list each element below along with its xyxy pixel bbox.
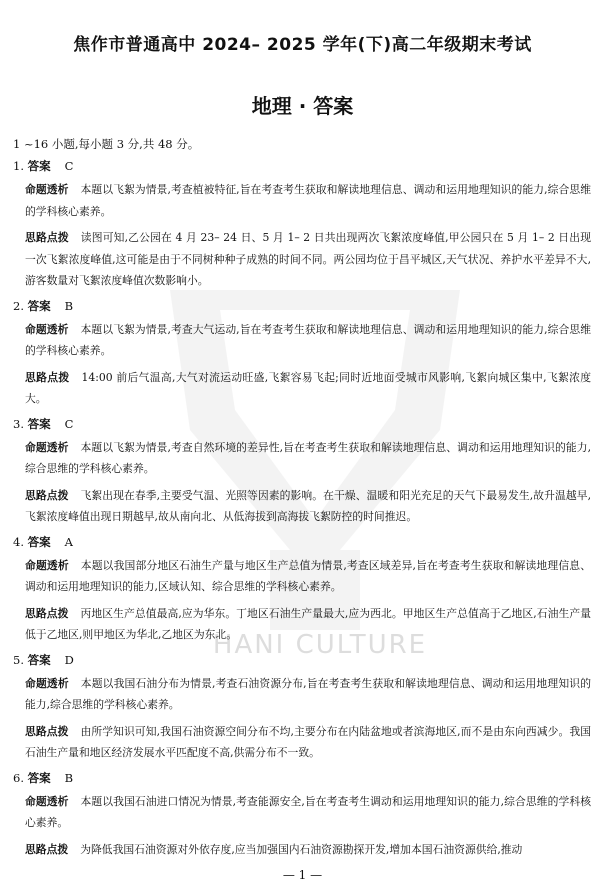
answer-line	[13, 769, 591, 787]
answer-value: B	[64, 770, 74, 785]
hint-paragraph	[13, 603, 591, 646]
intent-paragraph	[13, 673, 591, 716]
hint-paragraph	[13, 721, 591, 764]
page-number: — 1 —	[282, 868, 323, 882]
question-number: 2.	[13, 298, 24, 313]
answer-line	[13, 157, 591, 175]
intent-paragraph	[13, 319, 591, 362]
intent-text: 本题以飞絮为情景,考查自然环境的差异性,旨在考查考生获取和解读地理信息、调动和运用地理知识的能力,综合思维的学科核心素养。	[25, 440, 591, 475]
intent-paragraph	[13, 437, 591, 480]
hint-text: 14:00 前后气温高,大气对流运动旺盛,飞絮容易飞起;同时近地面受城市风影响,飞絮向城区集中,飞絮浓度大。	[25, 370, 592, 405]
intent-label: 命题透析	[25, 440, 69, 454]
answer-value: B	[64, 298, 74, 313]
question-number: 4.	[13, 534, 24, 549]
hint-text: 飞絮出现在春季,主要受气温、光照等因素的影响。在干燥、温暖和阳光充足的天气下最易发生,故升温越早,飞絮浓度峰值出现日期越早,故从南向北、从低海拔到高海拔飞絮防控的时间推迟。	[25, 488, 591, 523]
hint-label: 思路点拨	[25, 488, 69, 502]
intent-paragraph	[13, 555, 591, 598]
intent-paragraph	[13, 791, 591, 834]
question-block	[13, 769, 591, 861]
hint-paragraph	[13, 485, 591, 528]
hint-text: 由所学知识可知,我国石油资源空间分布不均,主要分布在内陆盆地或者滨海地区,而不是由东向西减少。我国石油生产量和地区经济发展水平匹配度不高,供需分布不一致。	[25, 724, 591, 759]
hint-text: 为降低我国石油资源对外依存度,应当加强国内石油资源勘探开发,增加本国石油资源供给,推动	[80, 842, 523, 856]
hint-label: 思路点拨	[25, 842, 69, 856]
intent-label: 命题透析	[25, 183, 69, 196]
question-block	[13, 415, 591, 528]
answer-label: 答案	[27, 534, 51, 549]
question-number: 5.	[13, 652, 24, 667]
watermark-text: HANI CULTURE	[212, 630, 428, 660]
hint-paragraph	[13, 367, 591, 410]
question-block	[13, 651, 591, 764]
answer-label: 答案	[27, 416, 51, 431]
answer-value: C	[64, 416, 74, 431]
intent-text: 本题以我国石油进口情况为情景,考查能源安全,旨在考查考生调动和运用地理知识的能力,综合思维的学科核心素养。	[25, 794, 591, 829]
answer-label: 答案	[27, 159, 51, 173]
question-number: 3.	[13, 416, 24, 431]
hint-label: 思路点拨	[25, 231, 69, 244]
answer-label: 答案	[27, 652, 51, 667]
exam-subtitle: 地理 · 答案	[251, 94, 354, 118]
answer-value: C	[64, 159, 74, 173]
answers-content	[13, 135, 591, 865]
intent-label: 命题透析	[25, 794, 69, 808]
answer-line	[13, 297, 591, 315]
hint-text: 丙地区生产总值最高,应为华东。丁地区石油生产量最大,应为西北。甲地区生产总值高于乙地区,石油生产量低于乙地区,则甲地区为华北,乙地区为东北。	[25, 606, 591, 641]
intent-text: 本题以飞絮为情景,考查大气运动,旨在考查考生获取和解读地理信息、调动和运用地理知识的能力,综合思维的学科核心素养。	[25, 322, 591, 357]
question-number: 1.	[13, 159, 24, 173]
intent-label: 命题透析	[25, 558, 69, 572]
intent-text: 本题以我国石油分布为情景,考查石油资源分布,旨在考查考生获取和解读地理信息、调动和运用地理知识的能力,综合思维的学科核心素养。	[25, 676, 591, 711]
answer-value: A	[64, 534, 73, 549]
question-block	[13, 297, 591, 410]
question-block	[13, 157, 591, 292]
answer-label: 答案	[27, 298, 51, 313]
answer-label: 答案	[27, 770, 51, 785]
answer-line	[13, 533, 591, 551]
answer-value: D	[64, 652, 74, 667]
hint-text: 读图可知,乙公园在 4 月 23– 24 日、5 月 1– 2 日共出现两次飞絮浓度峰值,甲公园只在 5 月 1– 2 日出现一次飞絮浓度峰值,这可能是由于不同树种种子成熟的时间不同。两公园均位于昌平城区,天气状况、养护水平差异不大,游客数量对飞絮浓度峰值次数影响小。	[25, 231, 592, 287]
intent-paragraph	[13, 179, 591, 222]
answer-line	[13, 415, 591, 433]
question-number: 6.	[13, 770, 24, 785]
intent-text: 本题以我国部分地区石油生产量与地区生产总值为情景,考查区域差异,旨在考查考生获取和解读地理信息、调动和运用地理知识的能力,区域认知、综合思维的学科核心素养。	[25, 558, 591, 593]
intent-text: 本题以飞絮为情景,考查植被特征,旨在考查考生获取和解读地理信息、调动和运用地理知识的能力,综合思维的学科核心素养。	[25, 183, 591, 218]
intent-label: 命题透析	[25, 676, 69, 690]
hint-label: 思路点拨	[25, 606, 69, 620]
answer-line	[13, 651, 591, 669]
intent-label: 命题透析	[25, 322, 69, 336]
hint-label: 思路点拨	[25, 370, 70, 384]
exam-title: 焦作市普通高中 2024– 2025 学年(下)高二年级期末考试	[73, 35, 532, 55]
question-list	[13, 157, 591, 860]
hint-paragraph	[13, 839, 591, 861]
hint-paragraph	[13, 227, 591, 292]
question-block	[13, 533, 591, 646]
hint-label: 思路点拨	[25, 724, 69, 738]
section-intro: 1 ~16 小题,每小题 3 分,共 48 分。	[13, 137, 200, 151]
